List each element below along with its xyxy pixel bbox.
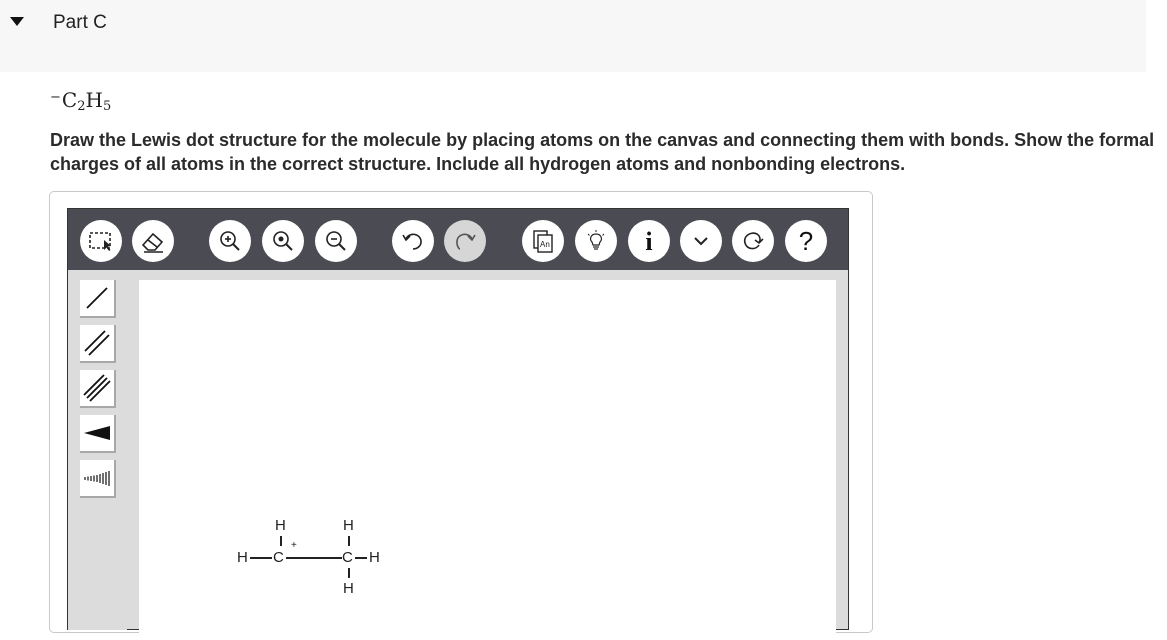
help-label: ? xyxy=(798,228,814,254)
reset-button[interactable] xyxy=(732,220,774,262)
help-icon xyxy=(793,228,819,254)
marquee-select-icon xyxy=(88,228,114,254)
more-button[interactable] xyxy=(680,220,722,262)
single-bond-tool[interactable] xyxy=(80,280,116,318)
undo-button[interactable] xyxy=(392,220,434,262)
atom-h-c2-right[interactable]: H xyxy=(369,549,380,566)
template-label: An xyxy=(540,240,550,249)
hash-bond-tool[interactable] xyxy=(80,460,116,498)
atom-h-c2-top[interactable]: H xyxy=(343,517,354,534)
bond-c2-h-bottom[interactable] xyxy=(348,568,350,578)
hint-button[interactable] xyxy=(575,220,617,262)
bond-c2-h-top[interactable] xyxy=(348,536,350,546)
atom-c1-charge: + xyxy=(291,540,297,551)
lightbulb-icon xyxy=(583,228,609,254)
bond-c2-h-right[interactable] xyxy=(355,557,367,559)
template-icon xyxy=(530,228,556,254)
atom-c2[interactable]: C xyxy=(342,549,353,566)
info-label: i xyxy=(645,228,653,254)
eraser-icon xyxy=(140,228,166,254)
structure-editor xyxy=(67,208,849,630)
wedge-bond-icon xyxy=(82,418,112,448)
atom-h-left[interactable]: H xyxy=(237,549,248,566)
redo-button[interactable] xyxy=(444,220,486,262)
formula-charge: − xyxy=(50,90,61,105)
formula-carbon-count: 2 xyxy=(77,99,86,114)
molecule-formula xyxy=(50,88,111,112)
drawing-canvas[interactable] xyxy=(139,280,836,640)
erase-button[interactable] xyxy=(132,220,174,262)
reset-icon xyxy=(740,228,766,254)
info-icon xyxy=(636,228,662,254)
instructions: Draw the Lewis dot structure for the molecule by placing atoms on the canvas and connecting them with bonds. Show the formal charges of all atoms in the correct structure. Include all hydrogen atoms and nonbonding electrons. xyxy=(50,130,1155,174)
select-button[interactable] xyxy=(80,220,122,262)
redo-icon xyxy=(452,228,478,254)
formula-carbon: C xyxy=(61,88,78,112)
zoom-reset-icon xyxy=(270,228,296,254)
double-bond-tool[interactable] xyxy=(80,325,116,363)
bond-h-c1[interactable] xyxy=(250,557,272,559)
zoom-out-button[interactable] xyxy=(315,220,357,262)
atom-c1[interactable]: C xyxy=(273,549,284,566)
zoom-out-icon xyxy=(323,228,349,254)
templates-button[interactable] xyxy=(522,220,564,262)
triple-bond-icon xyxy=(82,373,112,403)
part-title: Part C xyxy=(53,12,107,33)
bond-tool-panel xyxy=(68,270,127,630)
collapse-caret-icon[interactable] xyxy=(10,17,24,26)
zoom-in-button[interactable] xyxy=(209,220,251,262)
atom-h-c2-bottom[interactable]: H xyxy=(343,580,354,597)
formula-hydrogen-count: 5 xyxy=(102,99,112,114)
wedge-bond-tool[interactable] xyxy=(80,415,116,453)
zoom-reset-button[interactable] xyxy=(262,220,304,262)
bond-c1-c2[interactable] xyxy=(286,557,342,559)
atom-h-c1-top[interactable]: H xyxy=(275,517,286,534)
formula-hydrogen: H xyxy=(85,88,103,112)
zoom-in-icon xyxy=(217,228,243,254)
single-bond-icon xyxy=(82,283,112,313)
hash-bond-icon xyxy=(82,463,112,493)
help-button[interactable] xyxy=(785,220,827,262)
info-button[interactable] xyxy=(628,220,670,262)
editor-toolbar xyxy=(68,209,848,270)
undo-icon xyxy=(400,228,426,254)
chevron-down-icon xyxy=(688,228,714,254)
double-bond-icon xyxy=(82,328,112,358)
part-header xyxy=(0,0,1146,72)
bond-c1-h-top[interactable] xyxy=(280,536,282,546)
triple-bond-tool[interactable] xyxy=(80,370,116,408)
